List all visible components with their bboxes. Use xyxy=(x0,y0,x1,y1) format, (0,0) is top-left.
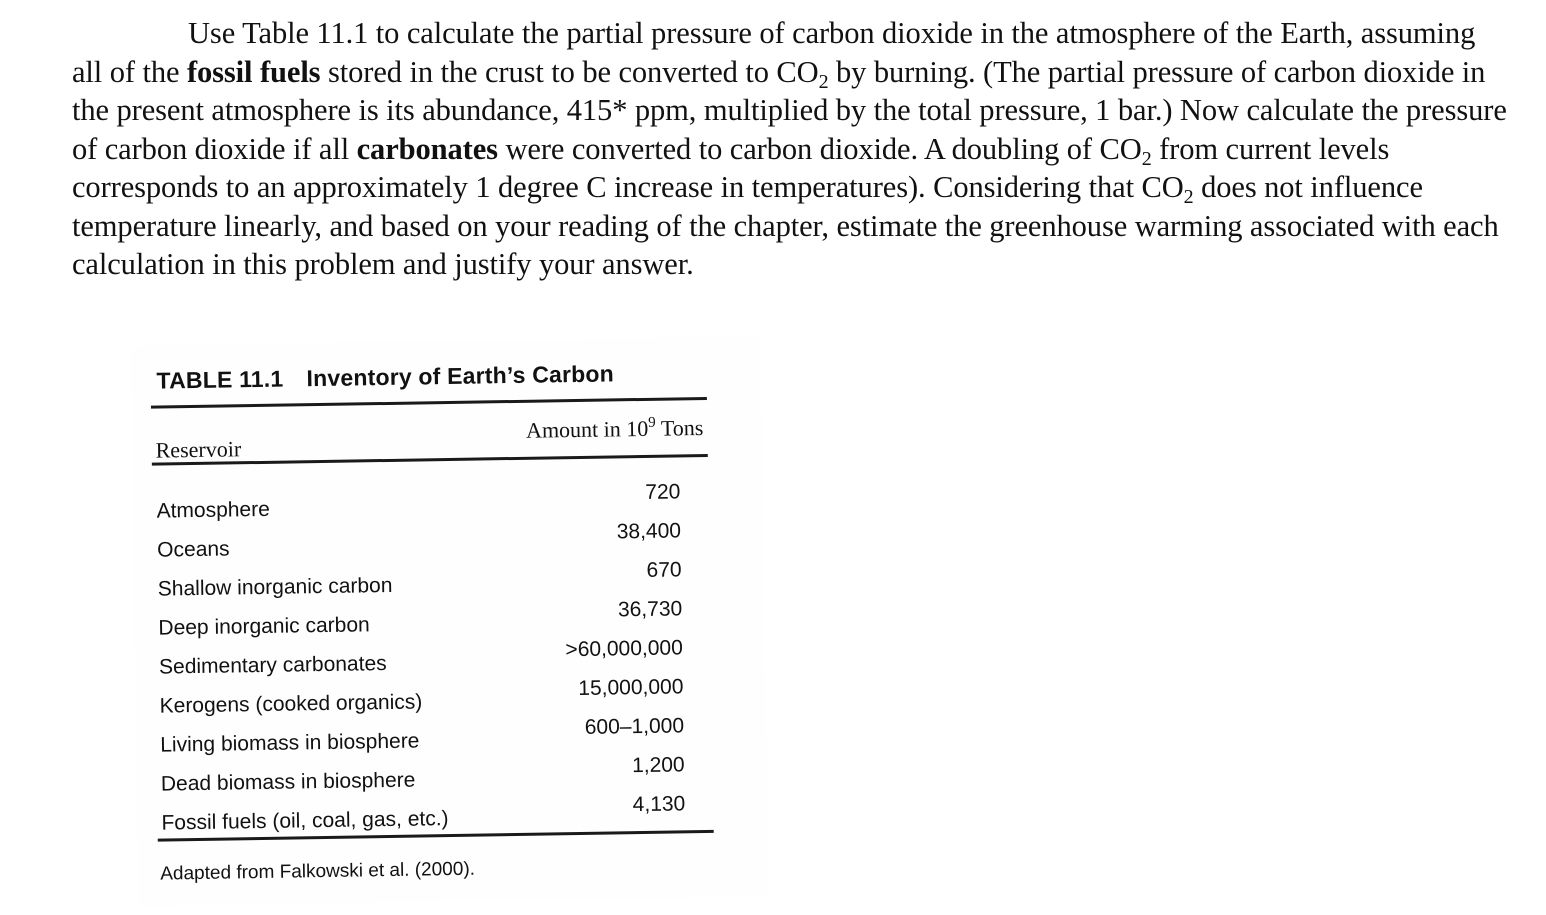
problem-statement xyxy=(72,14,1512,284)
column-header-reservoir: Reservoir xyxy=(155,436,242,463)
table-caption: Inventory of Earth’s Carbon xyxy=(306,360,615,392)
amount-cell: >60,000,000 xyxy=(565,636,683,662)
subscript-2: 2 xyxy=(818,70,829,93)
amount-cell: 36,730 xyxy=(617,597,683,622)
table-top-rule xyxy=(151,397,707,409)
subscript-2: 2 xyxy=(1141,147,1152,170)
amount-cell: 1,200 xyxy=(631,753,685,778)
problem-paragraph xyxy=(72,14,1512,284)
subscript-2: 2 xyxy=(1183,186,1194,208)
reservoir-cell: Oceans xyxy=(157,537,230,562)
amount-cell: 670 xyxy=(646,558,682,582)
table-body xyxy=(156,480,686,846)
reservoir-cell: Dead biomass in biosphere xyxy=(160,768,416,796)
problem-text-5: from current levels corresponds to an approximately 1 degree C increase in temperatures). Considering that CO xyxy=(72,131,1390,204)
amount-cell: 720 xyxy=(645,480,681,504)
table-title xyxy=(156,360,614,394)
problem-text-3: by burning. (The partial pressure of carbon dioxide in the present atmosphere is its abundance, 415* ppm, multiplied by the total pressure, 1 bar.) Now calculate the pressure of carbon dioxide if all xyxy=(72,54,1507,166)
carbonates-term: carbonates xyxy=(356,131,498,166)
reservoir-cell: Kerogens (cooked organics) xyxy=(159,690,423,718)
reservoir-cell: Shallow inorganic carbon xyxy=(157,573,393,601)
reservoir-cell: Deep inorganic carbon xyxy=(158,613,370,640)
amount-header-prefix: Amount in 10 xyxy=(525,415,649,443)
column-header-amount xyxy=(526,415,704,444)
amount-cell: 38,400 xyxy=(616,519,682,544)
amount-cell: 600–1,000 xyxy=(584,714,685,739)
table-number: TABLE 11.1 xyxy=(156,365,284,394)
problem-text-6: does not influence temperature linearly, and based on your reading of the chapter, estimate the greenhouse warming associated with each calculation in this problem and justify your answer. xyxy=(72,170,1499,281)
problem-text-4: were converted to carbon dioxide. A doubling of CO xyxy=(505,131,1142,166)
problem-text-2: stored in the crust to be converted to CO xyxy=(328,54,819,89)
amount-header-exponent: 9 xyxy=(648,414,656,431)
reservoir-cell: Living biomass in biosphere xyxy=(160,729,420,757)
reservoir-cell: Sedimentary carbonates xyxy=(158,652,387,679)
reservoir-cell: Fossil fuels (oil, coal, gas, etc.) xyxy=(161,807,449,835)
table-scan xyxy=(130,336,769,906)
amount-cell: 4,130 xyxy=(632,792,686,817)
problem-intro: Use Table 11.1 to calculate the partial pressure of carbon dioxide in the atmosphere of the Earth, assuming all of the xyxy=(72,16,1476,89)
table-source-note: Adapted from Falkowski et al. (2000). xyxy=(160,858,476,885)
reservoir-cell: Atmosphere xyxy=(156,497,270,523)
amount-cell: 15,000,000 xyxy=(578,675,684,700)
amount-header-suffix: Tons xyxy=(660,415,704,441)
fossil-fuels-term: fossil fuels xyxy=(186,54,321,89)
